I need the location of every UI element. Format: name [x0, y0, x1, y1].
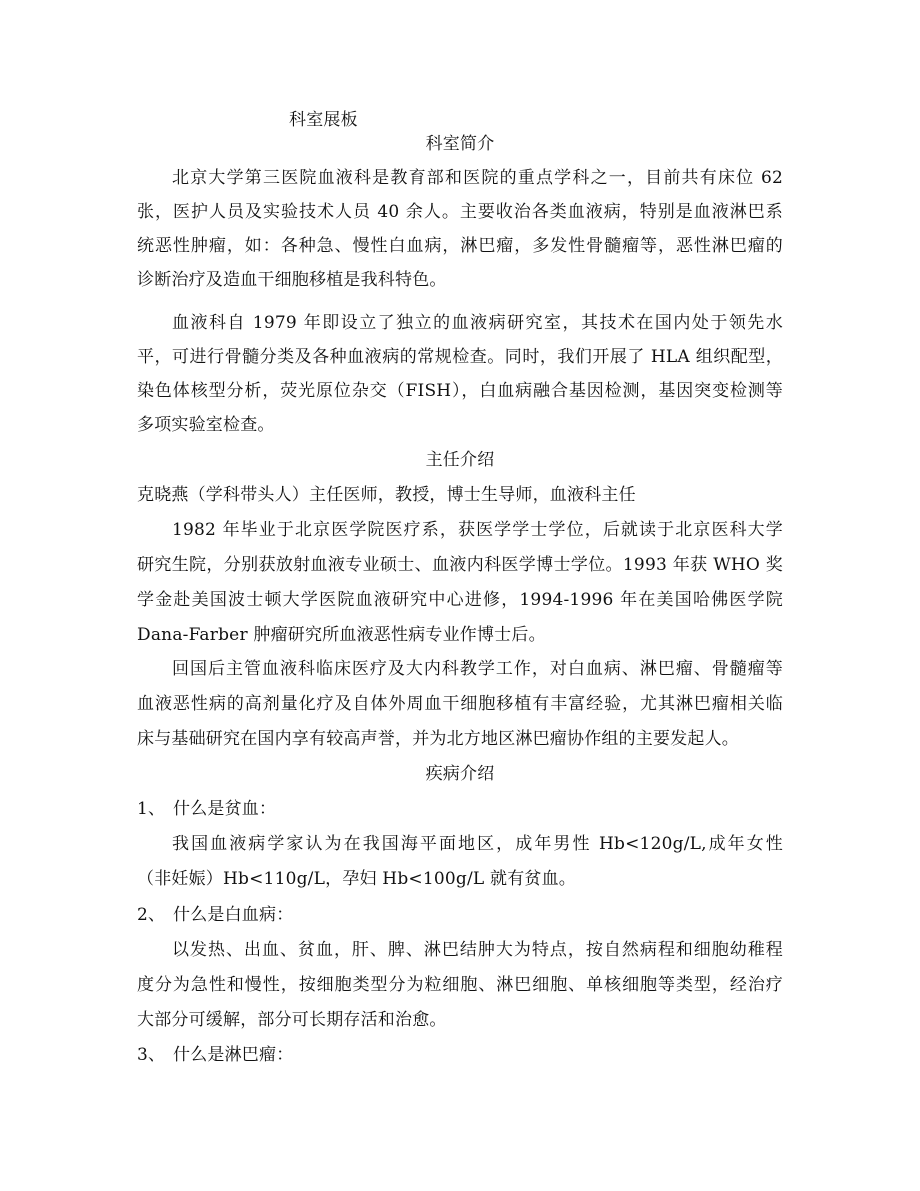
intro-para1-line3: 统恶性肿瘤，如：各种急、慢性白血病，淋巴瘤，多发性骨髓瘤等，恶性淋巴瘤的	[137, 236, 783, 256]
intro-para2-line3: 染色体核型分析，荧光原位杂交（FISH），白血病融合基因检测，基因突变检测等	[137, 381, 783, 401]
director-para2-line3: 床与基础研究在国内享有较高声誉，并为北方地区淋巴瘤协作组的主要发起人。	[137, 729, 739, 749]
director-para1-line2: 研究生院，分别获放射血液专业硕士、血液内科医学博士学位。1993 年获 WHO 奖	[137, 555, 783, 575]
section-heading-intro: 科室简介	[425, 134, 495, 154]
disease-answer-2-line3: 大部分可缓解，部分可长期存活和治愈。	[137, 1010, 447, 1030]
director-para1-line3: 学金赴美国波士顿大学医院血液研究中心进修，1994-1996 年在美国哈佛医学院	[137, 590, 783, 610]
disease-answer-1-line2: （非妊娠）Hb<110g/L，孕妇 Hb<100g/L 就有贫血。	[137, 869, 577, 889]
intro-para1-line2: 张，医护人员及实验技术人员 40 余人。主要收治各类血液病，特别是血液淋巴系	[137, 202, 783, 222]
intro-para1-line4: 诊断治疗及造血干细胞移植是我科特色。	[137, 270, 447, 290]
director-para1-line1: 1982 年毕业于北京医学院医疗系，获医学学士学位，后就读于北京医科大学	[172, 520, 783, 540]
disease-question-1	[137, 797, 276, 821]
disease-question-2	[137, 903, 293, 927]
board-title: 科室展板	[289, 110, 358, 130]
intro-para1-line1: 北京大学第三医院血液科是教育部和医院的重点学科之一，目前共有床位 62	[172, 168, 783, 188]
director-para1-line4: Dana-Farber 肿瘤研究所血液恶性病专业作博士后。	[137, 625, 546, 645]
disease-answer-1-line1: 我国血液病学家认为在我国海平面地区，成年男性 Hb<120g/L,成年女性	[172, 834, 783, 854]
disease-question-text-1: 什么是贫血：	[173, 799, 277, 819]
intro-para2-line2: 平，可进行骨髓分类及各种血液病的常规检查。同时，我们开展了 HLA 组织配型，	[137, 347, 783, 367]
section-heading-diseases: 疾病介绍	[425, 764, 495, 784]
director-name-line: 克晓燕（学科带头人）主任医师，教授，博士生导师，血液科主任	[137, 485, 636, 505]
intro-para2-line1: 血液科自 1979 年即设立了独立的血液病研究室，其技术在国内处于领先水	[172, 313, 783, 333]
section-heading-director: 主任介绍	[425, 450, 495, 470]
director-para2-line1: 回国后主管血液科临床医疗及大内科教学工作，对白血病、淋巴瘤、骨髓瘤等	[172, 659, 783, 679]
disease-question-text-3: 什么是淋巴瘤：	[173, 1045, 294, 1065]
disease-number-1: 1、	[137, 799, 166, 819]
disease-number-2: 2、	[137, 905, 166, 925]
intro-para2-line4: 多项实验室检查。	[137, 415, 275, 435]
disease-question-text-2: 什么是白血病：	[173, 905, 294, 925]
disease-number-3: 3、	[137, 1045, 166, 1065]
director-para2-line2: 血液恶性病的高剂量化疗及自体外周血干细胞移植有丰富经验，尤其淋巴瘤相关临	[137, 694, 783, 714]
disease-answer-2-line2: 度分为急性和慢性，按细胞类型分为粒细胞、淋巴细胞、单核细胞等类型，经治疗	[137, 975, 783, 995]
disease-question-3	[137, 1043, 293, 1067]
disease-answer-2-line1: 以发热、出血、贫血，肝、脾、淋巴结肿大为特点，按自然病程和细胞幼稚程	[172, 940, 783, 960]
